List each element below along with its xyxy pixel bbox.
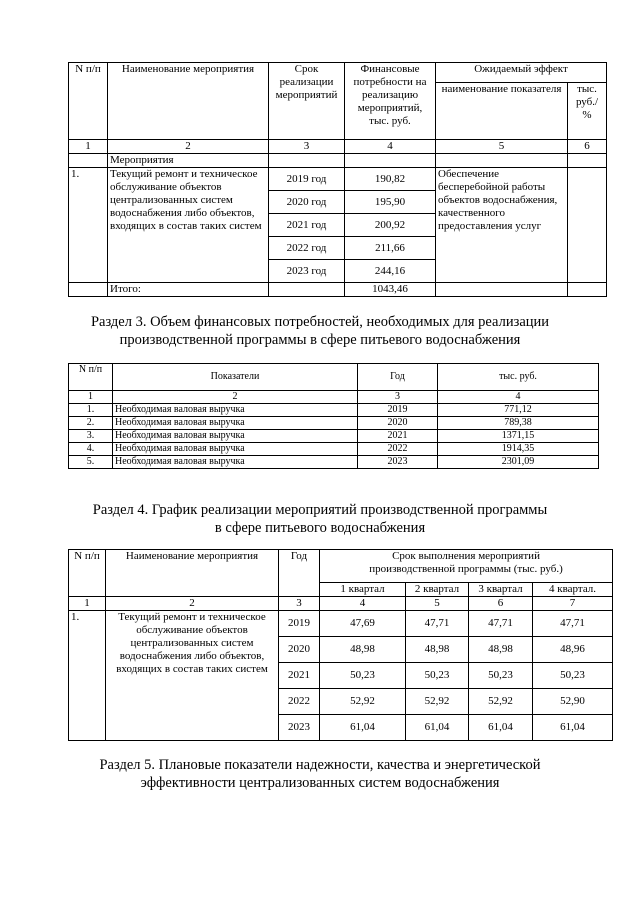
row-year: 2021 (358, 430, 438, 443)
header-term: Срок выполнения мероприятий производственной программы (тыс. руб.) (320, 550, 613, 583)
q-cell: 47,71 (406, 611, 469, 637)
item-name: Текущий ремонт и техническое обслуживание объектов централизованных систем водоснабжения либо объектов, входящих в состав таких систем (108, 168, 269, 283)
table-row (69, 417, 599, 430)
col-number: 3 (279, 597, 320, 611)
header-q2: 2 квартал (406, 583, 469, 597)
header-num: N п/п (69, 364, 113, 391)
q-cell: 52,92 (406, 689, 469, 715)
header-num: N п/п (69, 550, 106, 597)
row-indicator: Необходимая валовая выручка (113, 443, 358, 456)
col-number: 3 (269, 140, 345, 154)
q-cell: 48,98 (320, 637, 406, 663)
q-cell: 50,23 (533, 663, 613, 689)
section3-heading-line2: производственной программы в сфере питьевого водоснабжения (119, 332, 521, 348)
term-cell: 2019 год (269, 168, 345, 191)
total-row (69, 283, 607, 297)
q-cell: 61,04 (469, 715, 533, 741)
column-numbers-row (69, 597, 613, 611)
term-cell: 2020 год (269, 191, 345, 214)
amount-cell: 211,66 (345, 237, 436, 260)
total-label: Итого: (108, 283, 269, 297)
header-effect: Ожидаемый эффект (436, 63, 607, 83)
section4-heading-line2: в сфере питьевого водоснабжения (214, 520, 426, 536)
row-num: 2. (69, 417, 113, 430)
col-number: 5 (406, 597, 469, 611)
section3-heading (0, 313, 640, 349)
row-year: 2019 (358, 404, 438, 417)
header-year: Год (358, 364, 438, 391)
year-cell: 2021 (279, 663, 320, 689)
col-number: 4 (320, 597, 406, 611)
year-cell: 2023 (279, 715, 320, 741)
row-value: 771,12 (438, 404, 599, 417)
header-year: Год (279, 550, 320, 597)
header-name: Наименование мероприятия (106, 550, 279, 597)
row-num: 3. (69, 430, 113, 443)
col-number: 2 (113, 391, 358, 404)
section5-heading-line1: Раздел 5. Плановые показатели надежности, качества и энергетической (99, 757, 541, 773)
header-value: тыс. руб. (438, 364, 599, 391)
col-number: 4 (438, 391, 599, 404)
header-effect-name: наименование показателя (436, 82, 568, 139)
row-indicator: Необходимая валовая выручка (113, 404, 358, 417)
effect-text: Обеспечение бесперебойной работы объектов водоснабжения, качественного предоставления услуг (436, 168, 568, 283)
table-row (69, 404, 599, 417)
table-row (69, 456, 599, 469)
col-number: 1 (69, 597, 106, 611)
row-indicator: Необходимая валовая выручка (113, 417, 358, 430)
schedule-table (68, 549, 613, 741)
q-cell: 61,04 (406, 715, 469, 741)
col-number: 1 (69, 140, 108, 154)
section4-heading-line1: Раздел 4. График реализации мероприятий производственной программы (92, 502, 548, 518)
row-num: 5. (69, 456, 113, 469)
q-cell: 52,90 (533, 689, 613, 715)
section4-heading (0, 501, 640, 537)
year-cell: 2022 (279, 689, 320, 715)
q-cell: 61,04 (320, 715, 406, 741)
revenue-table (68, 363, 599, 469)
item-name: Текущий ремонт и техническое обслуживание объектов централизованных систем водоснабжения либо объектов, входящих в состав таких систем (106, 611, 279, 741)
col-number: 7 (533, 597, 613, 611)
row-year: 2023 (358, 456, 438, 469)
col-number: 4 (345, 140, 436, 154)
table-row (69, 430, 599, 443)
item-num: 1. (69, 611, 106, 741)
year-cell: 2019 (279, 611, 320, 637)
header-indicator: Показатели (113, 364, 358, 391)
q-cell: 61,04 (533, 715, 613, 741)
q-cell: 52,92 (320, 689, 406, 715)
q-cell: 48,98 (469, 637, 533, 663)
amount-cell: 195,90 (345, 191, 436, 214)
q-cell: 48,98 (406, 637, 469, 663)
row-value: 1371,15 (438, 430, 599, 443)
term-cell: 2023 год (269, 260, 345, 283)
row-indicator: Необходимая валовая выручка (113, 456, 358, 469)
activities-table (68, 62, 607, 297)
item-num: 1. (69, 168, 108, 283)
header-num: N п/п (69, 63, 108, 140)
section3-heading-line1: Раздел 3. Объем финансовых потребностей, необходимых для реализации (90, 314, 550, 330)
term-cell: 2021 год (269, 214, 345, 237)
row-value: 2301,09 (438, 456, 599, 469)
q-cell: 50,23 (469, 663, 533, 689)
q-cell: 47,71 (533, 611, 613, 637)
col-number: 6 (469, 597, 533, 611)
amount-cell: 190,82 (345, 168, 436, 191)
table-row (69, 611, 613, 637)
header-q4: 4 квартал. (533, 583, 613, 597)
row-indicator: Необходимая валовая выручка (113, 430, 358, 443)
section5-heading (0, 756, 640, 792)
section-label: Мероприятия (108, 154, 269, 168)
table-row (69, 443, 599, 456)
column-numbers-row (69, 140, 607, 154)
term-cell: 2022 год (269, 237, 345, 260)
header-q3: 3 квартал (469, 583, 533, 597)
header-q1: 1 квартал (320, 583, 406, 597)
col-number: 5 (436, 140, 568, 154)
col-number: 6 (568, 140, 607, 154)
row-value: 1914,35 (438, 443, 599, 456)
q-cell: 50,23 (406, 663, 469, 689)
q-cell: 50,23 (320, 663, 406, 689)
header-term: Срок реализации мероприятий (269, 63, 345, 140)
row-value: 789,38 (438, 417, 599, 430)
col-number: 3 (358, 391, 438, 404)
header-effect-unit: тыс. руб./ % (568, 82, 607, 139)
q-cell: 47,69 (320, 611, 406, 637)
q-cell: 48,96 (533, 637, 613, 663)
column-numbers-row (69, 391, 599, 404)
table-row (69, 168, 607, 191)
header-finance: Финансовые потребности на реализацию мероприятий, тыс. руб. (345, 63, 436, 140)
col-number: 1 (69, 391, 113, 404)
col-number: 2 (106, 597, 279, 611)
row-year: 2020 (358, 417, 438, 430)
section5-heading-line2: эффективности централизованных систем водоснабжения (140, 775, 500, 791)
q-cell: 52,92 (469, 689, 533, 715)
total-value: 1043,46 (345, 283, 436, 297)
row-num: 1. (69, 404, 113, 417)
amount-cell: 200,92 (345, 214, 436, 237)
q-cell: 47,71 (469, 611, 533, 637)
header-name: Наименование мероприятия (108, 63, 269, 140)
amount-cell: 244,16 (345, 260, 436, 283)
year-cell: 2020 (279, 637, 320, 663)
row-year: 2022 (358, 443, 438, 456)
row-num: 4. (69, 443, 113, 456)
col-number: 2 (108, 140, 269, 154)
